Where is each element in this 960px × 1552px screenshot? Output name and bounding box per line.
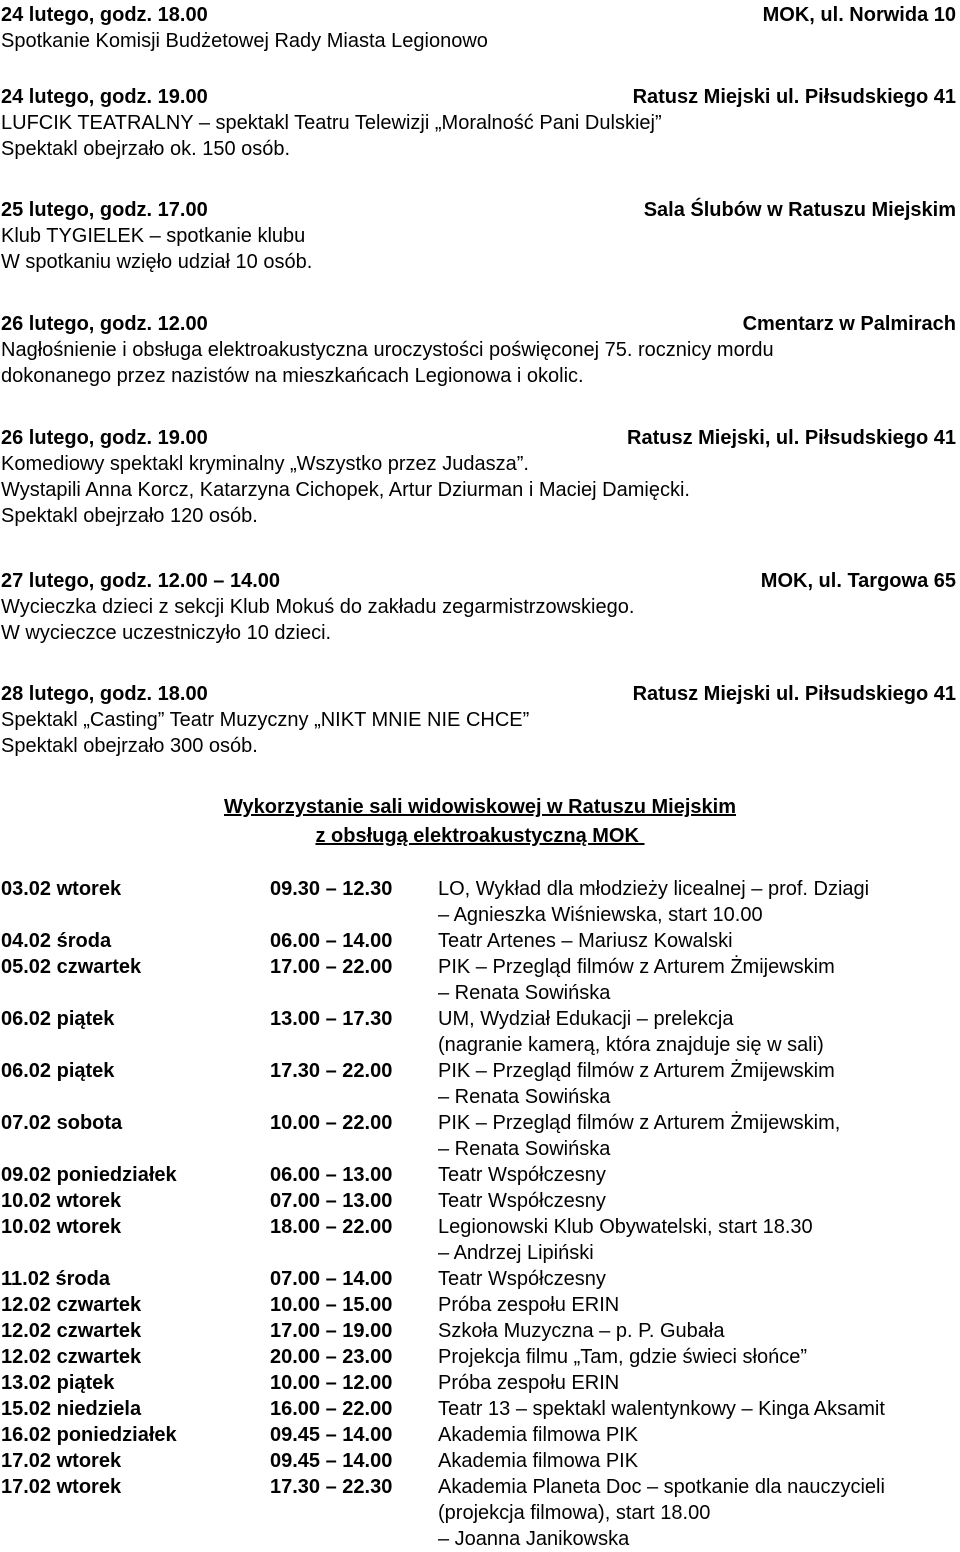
schedule-description [438, 1162, 956, 1188]
schedule-description-line: Teatr Współczesny [438, 1164, 606, 1186]
event-block [1, 311, 956, 389]
table-row [1, 1006, 956, 1058]
event-header [1, 84, 956, 110]
schedule-description-line: – Renata Sowińska [438, 1086, 611, 1108]
schedule-day: 06.02 piątek [1, 1060, 115, 1082]
event-location: Cmentarz w Palmirach [742, 313, 956, 335]
schedule-description [438, 1422, 956, 1448]
schedule-description-line: Teatr 13 – spektakl walentynkowy – Kinga Aksamit [438, 1398, 885, 1420]
schedule-description-line: Akademia filmowa PIK [438, 1450, 639, 1472]
schedule-description-line: – Joanna Janikowska [438, 1528, 630, 1550]
table-row [1, 1162, 956, 1188]
schedule-time: 17.30 – 22.00 [270, 1060, 393, 1082]
event-description: dokonanego przez nazistów na mieszkańcach Legionowa i okolic. [1, 365, 584, 387]
schedule-description-line: Teatr Artenes – Mariusz Kowalski [438, 930, 733, 952]
event-date: 24 lutego, godz. 18.00 [1, 4, 208, 26]
event-block [1, 681, 956, 759]
table-row [1, 1448, 956, 1474]
schedule-description-line: Akademia Planeta Doc – spotkanie dla nauczycieli [438, 1476, 885, 1498]
schedule-description [438, 1474, 956, 1552]
event-attendance: Spektakl obejrzało ok. 150 osób. [1, 138, 291, 160]
table-row [1, 1474, 956, 1552]
schedule-day: 17.02 wtorek [1, 1450, 122, 1472]
schedule-description-line: (nagranie kamerą, która znajduje się w sali) [438, 1034, 824, 1056]
table-row [1, 1110, 956, 1162]
table-row [1, 1214, 956, 1266]
schedule-description [438, 1214, 956, 1266]
event-description: Spotkanie Komisji Budżetowej Rady Miasta Legionowo [1, 30, 488, 52]
schedule-day: 04.02 środa [1, 930, 112, 952]
schedule-time: 06.00 – 13.00 [270, 1164, 393, 1186]
schedule-description [438, 928, 956, 954]
schedule-time: 17.00 – 19.00 [270, 1320, 393, 1342]
event-header [1, 197, 956, 223]
table-row [1, 1396, 956, 1422]
schedule-description-line: PIK – Przegląd filmów z Arturem Żmijewskim [438, 1060, 835, 1082]
schedule-time: 09.30 – 12.30 [270, 878, 393, 900]
schedule-day: 10.02 wtorek [1, 1190, 122, 1212]
schedule-time: 18.00 – 22.00 [270, 1216, 393, 1238]
schedule-time: 06.00 – 14.00 [270, 930, 393, 952]
table-row [1, 1188, 956, 1214]
event-description: Wycieczka dzieci z sekcji Klub Mokuś do zakładu zegarmistrzowskiego. [1, 596, 635, 618]
schedule-description [438, 1058, 956, 1110]
event-block [1, 2, 956, 54]
schedule-time: 16.00 – 22.00 [270, 1398, 393, 1420]
schedule-description-line: LO, Wykład dla młodzieży licealnej – prof. Dziagi [438, 878, 870, 900]
schedule-day: 13.02 piątek [1, 1372, 115, 1394]
table-row [1, 1344, 956, 1370]
table-row [1, 1318, 956, 1344]
event-block [1, 84, 956, 162]
schedule-time: 10.00 – 15.00 [270, 1294, 393, 1316]
schedule-description-line: Teatr Współczesny [438, 1190, 606, 1212]
schedule-time: 10.00 – 12.00 [270, 1372, 393, 1394]
event-block [1, 425, 956, 529]
event-date: 24 lutego, godz. 19.00 [1, 86, 208, 108]
schedule-description-line: – Agnieszka Wiśniewska, start 10.00 [438, 904, 763, 926]
event-description: Wystapili Anna Korcz, Katarzyna Cichopek, Artur Dziurman i Maciej Damięcki. [1, 479, 690, 501]
schedule-description [438, 1006, 956, 1058]
section-heading [0, 793, 960, 851]
schedule-day: 12.02 czwartek [1, 1320, 142, 1342]
schedule-day: 12.02 czwartek [1, 1346, 142, 1368]
event-attendance: Spektakl obejrzało 120 osób. [1, 505, 258, 527]
schedule-day: 05.02 czwartek [1, 956, 142, 978]
event-location: Sala Ślubów w Ratuszu Miejskim [643, 199, 956, 221]
table-row [1, 1292, 956, 1318]
schedule-description-line: – Renata Sowińska [438, 1138, 611, 1160]
event-header [1, 425, 956, 451]
schedule-day: 11.02 środa [1, 1268, 110, 1290]
schedule-description [438, 1396, 956, 1422]
event-attendance: W wycieczce uczestniczyło 10 dzieci. [1, 622, 332, 644]
section-heading-line: z obsługą elektroakustyczną MOK [315, 825, 645, 847]
schedule-time: 09.45 – 14.00 [270, 1424, 393, 1446]
schedule-time: 07.00 – 14.00 [270, 1268, 393, 1290]
table-row [1, 1266, 956, 1292]
event-block [1, 568, 956, 646]
schedule-description [438, 1370, 956, 1396]
table-row [1, 1422, 956, 1448]
schedule-description-line: Próba zespołu ERIN [438, 1372, 620, 1394]
event-date: 26 lutego, godz. 12.00 [1, 313, 208, 335]
event-header [1, 2, 956, 28]
schedule-time: 17.30 – 22.30 [270, 1476, 393, 1498]
schedule-description-line: Próba zespołu ERIN [438, 1294, 620, 1316]
schedule-time: 10.00 – 22.00 [270, 1112, 393, 1134]
schedule-day: 09.02 poniedziałek [1, 1164, 177, 1186]
event-description: LUFCIK TEATRALNY – spektakl Teatru Telewizji „Moralność Pani Dulskiej” [1, 112, 662, 134]
schedule-description-line: PIK – Przegląd filmów z Arturem Żmijewskim, [438, 1112, 841, 1134]
event-description: Klub TYGIELEK – spotkanie klubu [1, 225, 306, 247]
schedule-description [438, 1318, 956, 1344]
event-date: 27 lutego, godz. 12.00 – 14.00 [1, 570, 281, 592]
schedule-description-line: – Andrzej Lipiński [438, 1242, 594, 1264]
schedule-day: 16.02 poniedziałek [1, 1424, 177, 1446]
schedule-description [438, 1344, 956, 1370]
table-row [1, 1370, 956, 1396]
event-description: Nagłośnienie i obsługa elektroakustyczna uroczystości poświęconej 75. rocznicy mordu [1, 339, 774, 361]
event-date: 25 lutego, godz. 17.00 [1, 199, 208, 221]
section-heading-line: Wykorzystanie sali widowiskowej w Ratuszu Miejskim [223, 796, 736, 818]
schedule-description-line: Teatr Współczesny [438, 1268, 606, 1290]
schedule-time: 09.45 – 14.00 [270, 1450, 393, 1472]
schedule-table [1, 876, 956, 1552]
event-block [1, 197, 956, 275]
event-description: Spektakl „Casting” Teatr Muzyczny „NIKT MNIE NIE CHCE” [1, 709, 530, 731]
schedule-day: 15.02 niedziela [1, 1398, 142, 1420]
schedule-time: 17.00 – 22.00 [270, 956, 393, 978]
schedule-time: 07.00 – 13.00 [270, 1190, 393, 1212]
schedule-description [438, 1266, 956, 1292]
schedule-description [438, 1292, 956, 1318]
event-location: MOK, ul. Norwida 10 [762, 4, 956, 26]
schedule-description [438, 1188, 956, 1214]
table-row [1, 954, 956, 1006]
schedule-day: 10.02 wtorek [1, 1216, 122, 1238]
table-row [1, 1058, 956, 1110]
schedule-time: 13.00 – 17.30 [270, 1008, 393, 1030]
schedule-day: 12.02 czwartek [1, 1294, 142, 1316]
schedule-description-line: – Renata Sowińska [438, 982, 611, 1004]
event-location: MOK, ul. Targowa 65 [760, 570, 956, 592]
event-date: 28 lutego, godz. 18.00 [1, 683, 208, 705]
event-attendance: W spotkaniu wzięło udział 10 osób. [1, 251, 313, 273]
schedule-description-line: Akademia filmowa PIK [438, 1424, 639, 1446]
schedule-description-line: UM, Wydział Edukacji – prelekcja [438, 1008, 734, 1030]
schedule-description-line: Legionowski Klub Obywatelski, start 18.30 [438, 1216, 813, 1238]
table-row [1, 928, 956, 954]
schedule-description-line: (projekcja filmowa), start 18.00 [438, 1502, 711, 1524]
schedule-day: 03.02 wtorek [1, 878, 122, 900]
schedule-description [438, 1448, 956, 1474]
event-location: Ratusz Miejski, ul. Piłsudskiego 41 [627, 427, 956, 449]
schedule-description-line: PIK – Przegląd filmów z Arturem Żmijewskim [438, 956, 835, 978]
schedule-day: 06.02 piątek [1, 1008, 115, 1030]
table-row [1, 876, 956, 928]
event-header [1, 681, 956, 707]
event-location: Ratusz Miejski ul. Piłsudskiego 41 [632, 86, 956, 108]
event-header [1, 568, 956, 594]
event-description: Komediowy spektakl kryminalny „Wszystko przez Judasza”. [1, 453, 529, 475]
schedule-time: 20.00 – 23.00 [270, 1346, 393, 1368]
schedule-description [438, 876, 956, 928]
schedule-day: 17.02 wtorek [1, 1476, 122, 1498]
schedule-description-line: Projekcja filmu „Tam, gdzie świeci słońce” [438, 1346, 808, 1368]
schedule-description [438, 954, 956, 1006]
event-location: Ratusz Miejski ul. Piłsudskiego 41 [632, 683, 956, 705]
event-attendance: Spektakl obejrzało 300 osób. [1, 735, 258, 757]
schedule-description-line: Szkoła Muzyczna – p. P. Gubała [438, 1320, 725, 1342]
event-header [1, 311, 956, 337]
event-date: 26 lutego, godz. 19.00 [1, 427, 208, 449]
schedule-description [438, 1110, 956, 1162]
schedule-day: 07.02 sobota [1, 1112, 123, 1134]
